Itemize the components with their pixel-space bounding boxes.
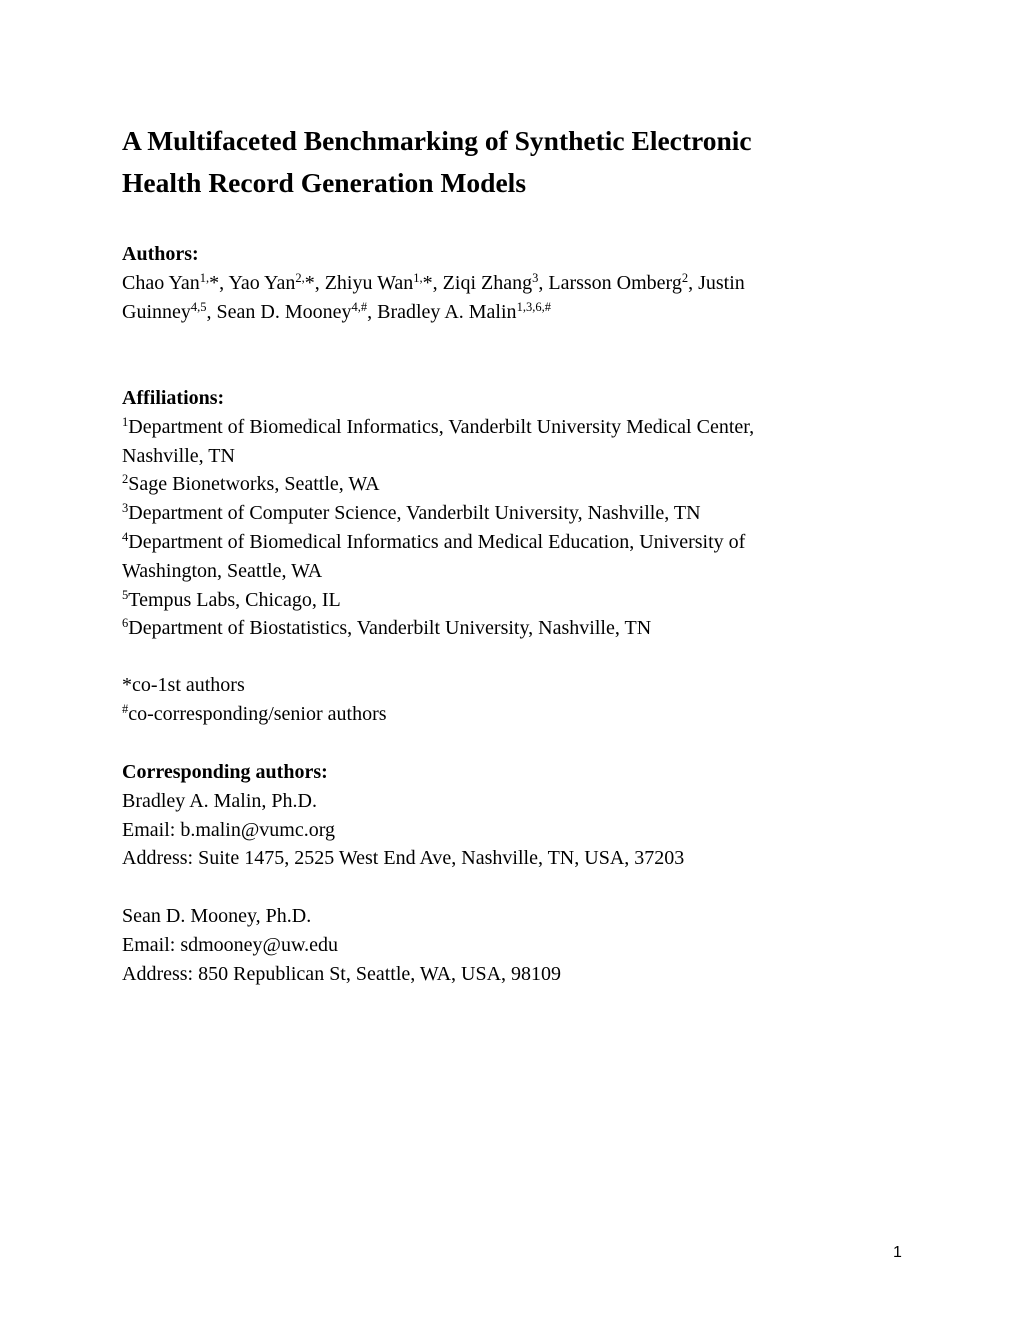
affiliation-item [122,413,902,442]
paper-title [122,120,902,204]
corresponding-name: Bradley A. Malin, Ph.D. [122,789,317,812]
author-suffix: *, [422,271,443,294]
corresponding-address: Address: 850 Republican St, Seattle, WA, USA, 98109 [122,962,562,985]
co-corresponding-text: co-corresponding/senior authors [128,702,387,725]
authors-line-1 [122,269,902,298]
author-suffix: *, [209,271,229,294]
author-name: Yao Yan [228,271,296,294]
corresponding-address: Address: Suite 1475, 2525 West End Ave, Nashville, TN, USA, 37203 [122,847,685,870]
co-first-note: *co-1st authors [122,674,245,696]
author-suffix: , [688,271,699,294]
affiliation-item [122,614,902,643]
affiliation-item [122,470,902,499]
author-affil-sup: 4,5 [190,299,207,314]
affiliation-continuation: Washington, Seattle, WA [122,559,323,582]
affiliation-text: Department of Computer Science, Vanderbilt University, Nashville, TN [128,502,701,525]
affiliation-number: 5 [122,587,129,602]
affiliation-number: 1 [122,414,129,429]
affiliation-text: Sage Bionetworks, Seattle, WA [128,473,380,496]
affiliation-item [122,586,902,615]
authors-line-2 [122,298,902,327]
affiliation-number: 4 [122,530,129,545]
author-suffix: *, [304,271,325,294]
authors-section [122,240,902,326]
title-line-2: Health Record Generation Models [122,167,527,198]
author-affil-sup: 3 [532,270,539,285]
author-name: Bradley A. Malin [377,300,517,323]
co-corresponding-note [122,700,902,729]
affiliation-text: Department of Biomedical Informatics, Vanderbilt University Medical Center, [128,415,755,438]
author-name-first: Justin [698,271,745,294]
author-affil-sup: 2, [295,270,305,285]
author-affil-sup: 1, [413,270,423,285]
page-number: 1 [893,1244,902,1261]
author-name: Larsson Omberg [548,271,682,294]
notes-section [122,671,902,729]
corresponding-name: Sean D. Mooney, Ph.D. [122,904,312,927]
author-affil-sup: 4,# [351,299,368,314]
author-affil-sup: 1,3,6,# [516,299,551,314]
affiliations-heading: Affiliations: [122,387,225,409]
affiliation-continuation: Nashville, TN [122,444,235,467]
authors-heading: Authors: [122,243,199,265]
corresponding-email: Email: sdmooney@uw.edu [122,933,338,956]
affiliation-text: Tempus Labs, Chicago, IL [128,588,341,611]
corresponding-email: Email: b.malin@vumc.org [122,818,336,841]
author-affil-sup: 2 [681,270,689,285]
hash-mark: # [122,701,129,716]
affiliation-number: 3 [122,501,129,516]
affiliation-item [122,528,902,557]
author-suffix: , [206,300,217,323]
affiliations-section [122,384,902,643]
author-name-last: Guinney [122,300,191,323]
corresponding-heading: Corresponding authors: [122,761,328,783]
corresponding-section [122,758,902,988]
author-name: Zhiyu Wan [324,271,414,294]
author-affil-sup: 1, [199,270,210,285]
author-name: Ziqi Zhang [442,271,533,294]
affiliation-number: 2 [122,472,129,487]
author-suffix: , [538,271,549,294]
title-line-1: A Multifaceted Benchmarking of Synthetic Electronic [122,125,752,156]
author-name: Sean D. Mooney [216,300,352,323]
affiliation-text: Department of Biomedical Informatics and Medical Education, University of [128,530,746,553]
author-suffix: , [367,300,378,323]
affiliation-item [122,499,902,528]
affiliation-number: 6 [122,616,129,631]
author-name: Chao Yan [122,271,200,294]
affiliation-text: Department of Biostatistics, Vanderbilt University, Nashville, TN [128,617,652,640]
